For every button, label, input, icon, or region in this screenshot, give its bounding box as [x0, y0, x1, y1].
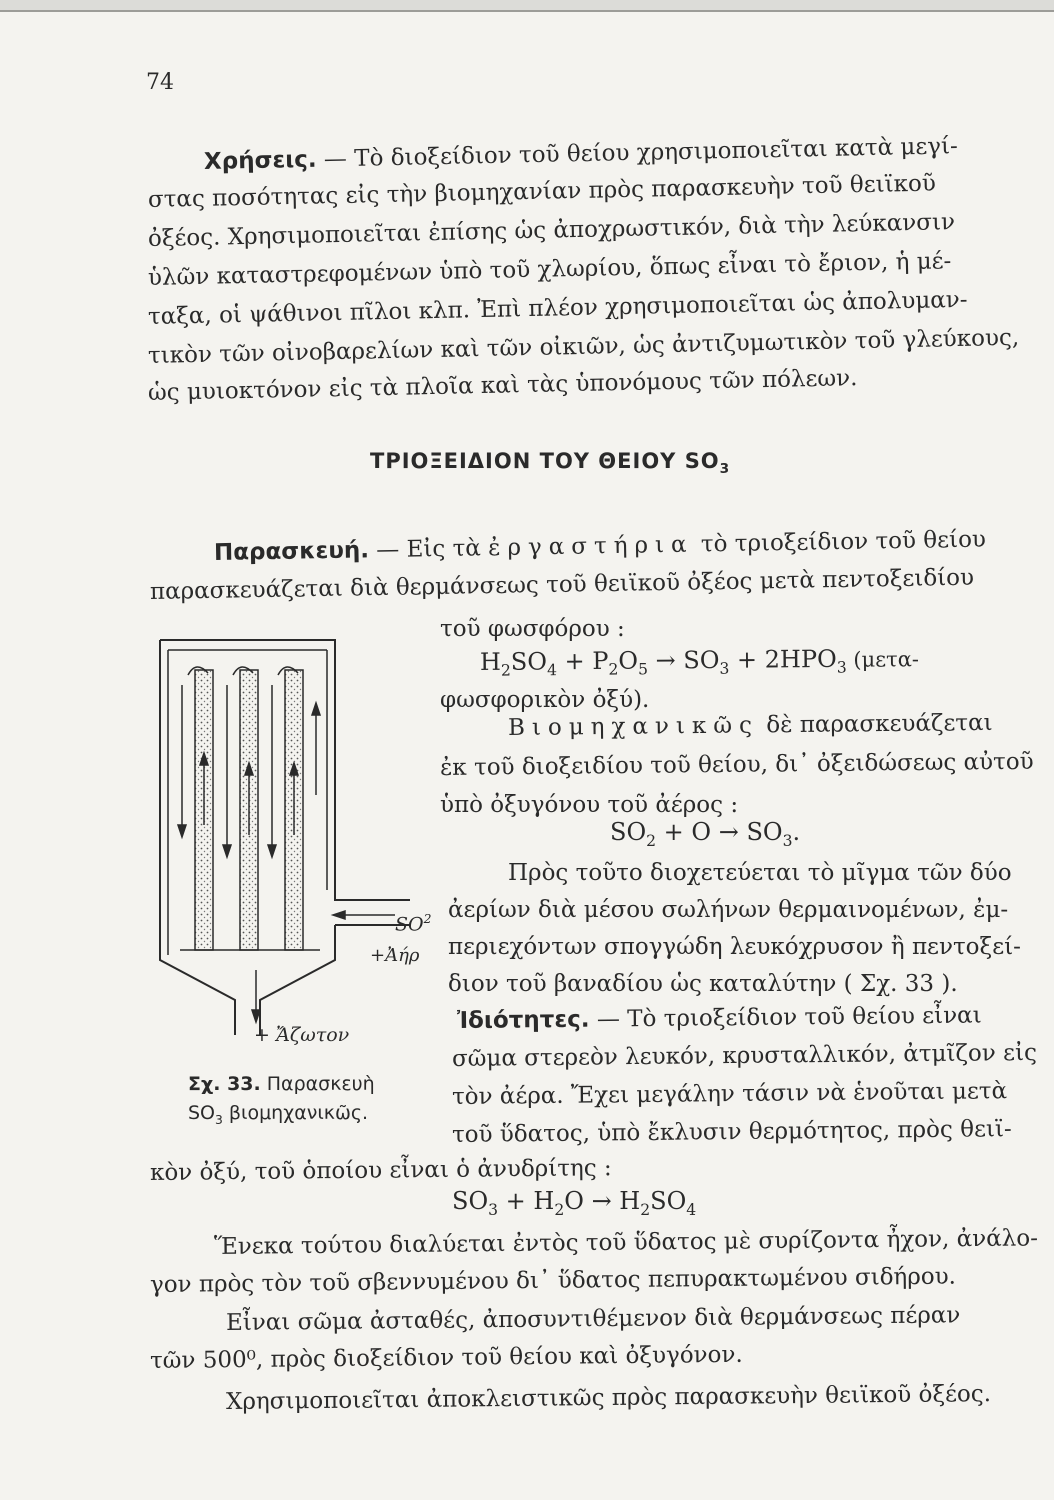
label-so2: $SO^2$	[395, 912, 432, 936]
section-title: ΤΡΙΟΞΕΙΔΙΟΝ ΤΟΥ ΘΕΙΟΥ $SO_3$	[370, 449, 731, 478]
properties-line: Εἶναι σῶμα ἀσταθές, ἀποσυντιθέμενον διὰ θερμάνσεως πέραν	[225, 1302, 961, 1336]
preparation-line: ἐκ τοῦ διοξειδίου τοῦ θείου, δι᾿ ὀξειδώσεως αὐτοῦ	[439, 748, 1034, 781]
uses-line: ὡς μυιοκτόνον εἰς τὰ πλοῖα καὶ τὰς ὑπονόμους τῶν πόλεων.	[147, 365, 858, 406]
preparation-line: ὑπὸ ὀξυγόνου τοῦ ἀέρος :	[440, 792, 739, 818]
preparation-line: φωσφορικὸν ὀξύ).	[440, 687, 650, 713]
label-nitrogen: + Ἄζωτον	[254, 1024, 350, 1046]
preparation-label: Παρασκευή.	[213, 537, 370, 566]
uses-line: ὑλῶν καταστρεφομένων ὑπὸ τοῦ χλωρίου, ὅπως εἶναι τὸ ἔριον, ἡ μέ-	[147, 248, 952, 291]
uses-line: τικὸν τῶν οἰνοβαρελίων καὶ τῶν οἰκιῶν, ὡς ἀντιζυμωτικὸν τοῦ γλεύκους,	[147, 324, 1020, 369]
equation-lab: $H_2SO_4 + P_2O_5 \to SO_3 + 2HPO_3$ (μετα-	[479, 644, 920, 680]
preparation-line: περιεχόντων σπογγώδη λευκόχρυσον ἢ πεντοξεί-	[448, 934, 1021, 960]
converter-diagram	[140, 625, 440, 1045]
laboratory-word: ἐργαστήρια	[487, 531, 694, 562]
properties-line: Ἕνεκα τούτου διαλύεται ἐντὸς τοῦ ὕδατος μὲ συρίζοντα ἦχον, ἀνάλο-	[213, 1225, 1039, 1260]
equation-industrial: $SO_2 + O \to SO_3$.	[610, 818, 801, 850]
preparation-first-line: Παρασκευή. — Εἰς τὰ ἐργαστήρια τὸ τριοξείδιον τοῦ θείου	[213, 526, 987, 566]
uses-line: ὀξέος. Χρησιμοποιεῖται ἐπίσης ὡς ἀποχρωστικόν, διὰ τὴν λεύκανσιν	[147, 209, 956, 252]
properties-line: τῶν 500⁰, πρὸς διοξείδιον τοῦ θείου καὶ ὀξυγόνον.	[149, 1341, 743, 1374]
page-top-border	[0, 0, 1054, 12]
uses-line: στας ποσότητας εἰς τὴν βιομηχανίαν πρὸς παρασκευὴν τοῦ θειϊκοῦ	[147, 170, 937, 213]
uses-text: — Τὸ διοξείδιον τοῦ θείου χρησιμοποιεῖται κατὰ μεγί-	[316, 133, 959, 173]
page-number: 74	[146, 70, 174, 95]
preparation-line: Πρὸς τοῦτο διοχετεύεται τὸ μῖγμα τῶν δύο	[508, 860, 1012, 886]
preparation-line: παρασκευάζεται διὰ θερμάνσεως τοῦ θειϊκοῦ ὀξέος μετὰ πεντοξειδίου	[149, 564, 975, 605]
preparation-line: ἀερίων διὰ μέσου σωλήνων θερμαινομένων, ἐμ-	[448, 897, 1009, 923]
properties-line: κὸν ὀξύ, τοῦ ὁποίου εἶναι ὁ ἀνυδρίτης :	[149, 1155, 612, 1186]
industrial-line: Βιομηχανικῶς δὲ παρασκευάζεται	[507, 709, 993, 741]
label-air: +Ἀήρ	[370, 945, 420, 966]
preparation-line: διον τοῦ βαναδίου ὡς καταλύτην ( Σχ. 33 ).	[448, 971, 958, 997]
properties-line: σῶμα στερεὸν λευκόν, κρυσταλλικόν, ἀτμῖζον εἰς	[451, 1039, 1038, 1072]
uses-line: ταξα, οἱ ψάθινοι πῖλοι κλπ. Ἐπὶ πλέον χρησιμοποιεῖται ὡς ἀπολυμαν-	[147, 286, 968, 330]
figure-caption: Σχ. 33. Παρασκευὴ $SO_3$ βιομηχανικῶς.	[188, 1073, 375, 1127]
equation-hydration: $SO_3 + H_2O \to H_2SO_4$	[452, 1187, 697, 1219]
properties-line: Χρησιμοποιεῖται ἀποκλειστικῶς πρὸς παρασκευὴν θειϊκοῦ ὀξέος.	[225, 1380, 992, 1415]
properties-first-line: Ἰδιότητες. — Τὸ τριοξείδιον τοῦ θείου εἶναι	[456, 1002, 982, 1034]
industrial-word: Βιομηχανικῶς	[507, 712, 760, 741]
properties-line: τὸν ἀέρα. Ἔχει μεγάλην τάσιν νὰ ἑνοῦται μετὰ	[451, 1078, 1008, 1110]
uses-label: Χρήσεις.	[203, 146, 317, 175]
properties-line: τοῦ ὕδατος, ὑπὸ ἔκλυσιν θερμότητος, πρὸς θειϊ-	[451, 1116, 1012, 1148]
properties-label: Ἰδιότητες.	[456, 1006, 590, 1034]
preparation-line: τοῦ φωσφόρου :	[440, 616, 625, 642]
properties-line: γον πρὸς τὸν τοῦ σβεννυμένου δι᾿ ὕδατος πεπυρακτωμένου σιδήρου.	[149, 1263, 957, 1298]
